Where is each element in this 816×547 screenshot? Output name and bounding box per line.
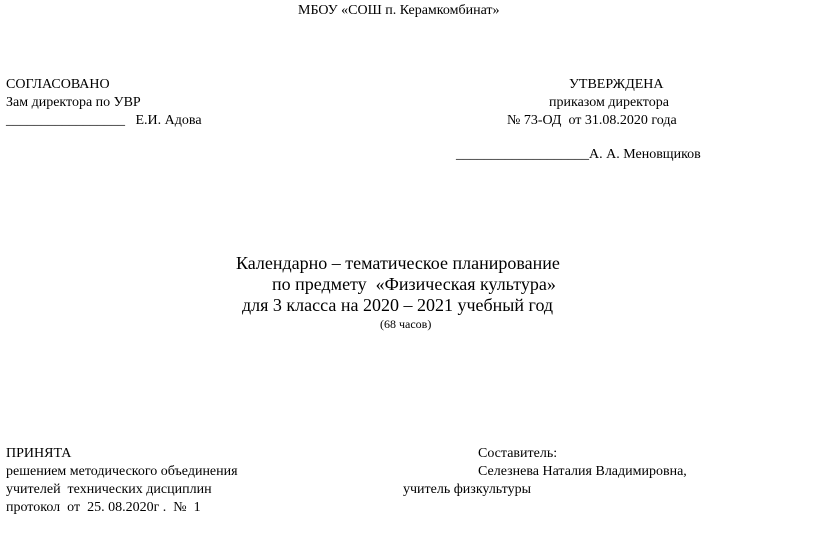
school-name: МБОУ «СОШ п. Керамкомбинат» <box>298 3 500 18</box>
approved-title: УТВЕРЖДЕНА <box>569 77 664 92</box>
approved-order-number: № 73-ОД от 31.08.2020 года <box>507 113 677 128</box>
author-title: Составитель: <box>478 446 558 461</box>
agreed-title: СОГЛАСОВАНО <box>6 77 110 92</box>
accepted-protocol: протокол от 25. 08.2020г . № 1 <box>6 500 201 515</box>
plan-hours: (68 часов) <box>380 317 432 331</box>
plan-title: Календарно – тематическое планирование <box>236 253 560 273</box>
plan-class-year: для 3 класса на 2020 – 2021 учебный год <box>242 295 554 315</box>
author-role: учитель физкультуры <box>403 482 531 497</box>
author-name: Селезнева Наталия Владимировна, <box>478 464 687 479</box>
accepted-decision: решением методического объединения <box>6 464 238 479</box>
agreed-position: Зам директора по УВР <box>6 95 141 110</box>
director-signature: ___________________А. А. Меновщиков <box>456 147 701 162</box>
plan-subject: по предмету «Физическая культура» <box>272 274 556 294</box>
agreed-signature: _________________ Е.И. Адова <box>6 113 202 128</box>
accepted-title: ПРИНЯТА <box>6 446 72 461</box>
accepted-department: учителей технических дисциплин <box>6 482 212 497</box>
approved-order: приказом директора <box>549 95 669 110</box>
